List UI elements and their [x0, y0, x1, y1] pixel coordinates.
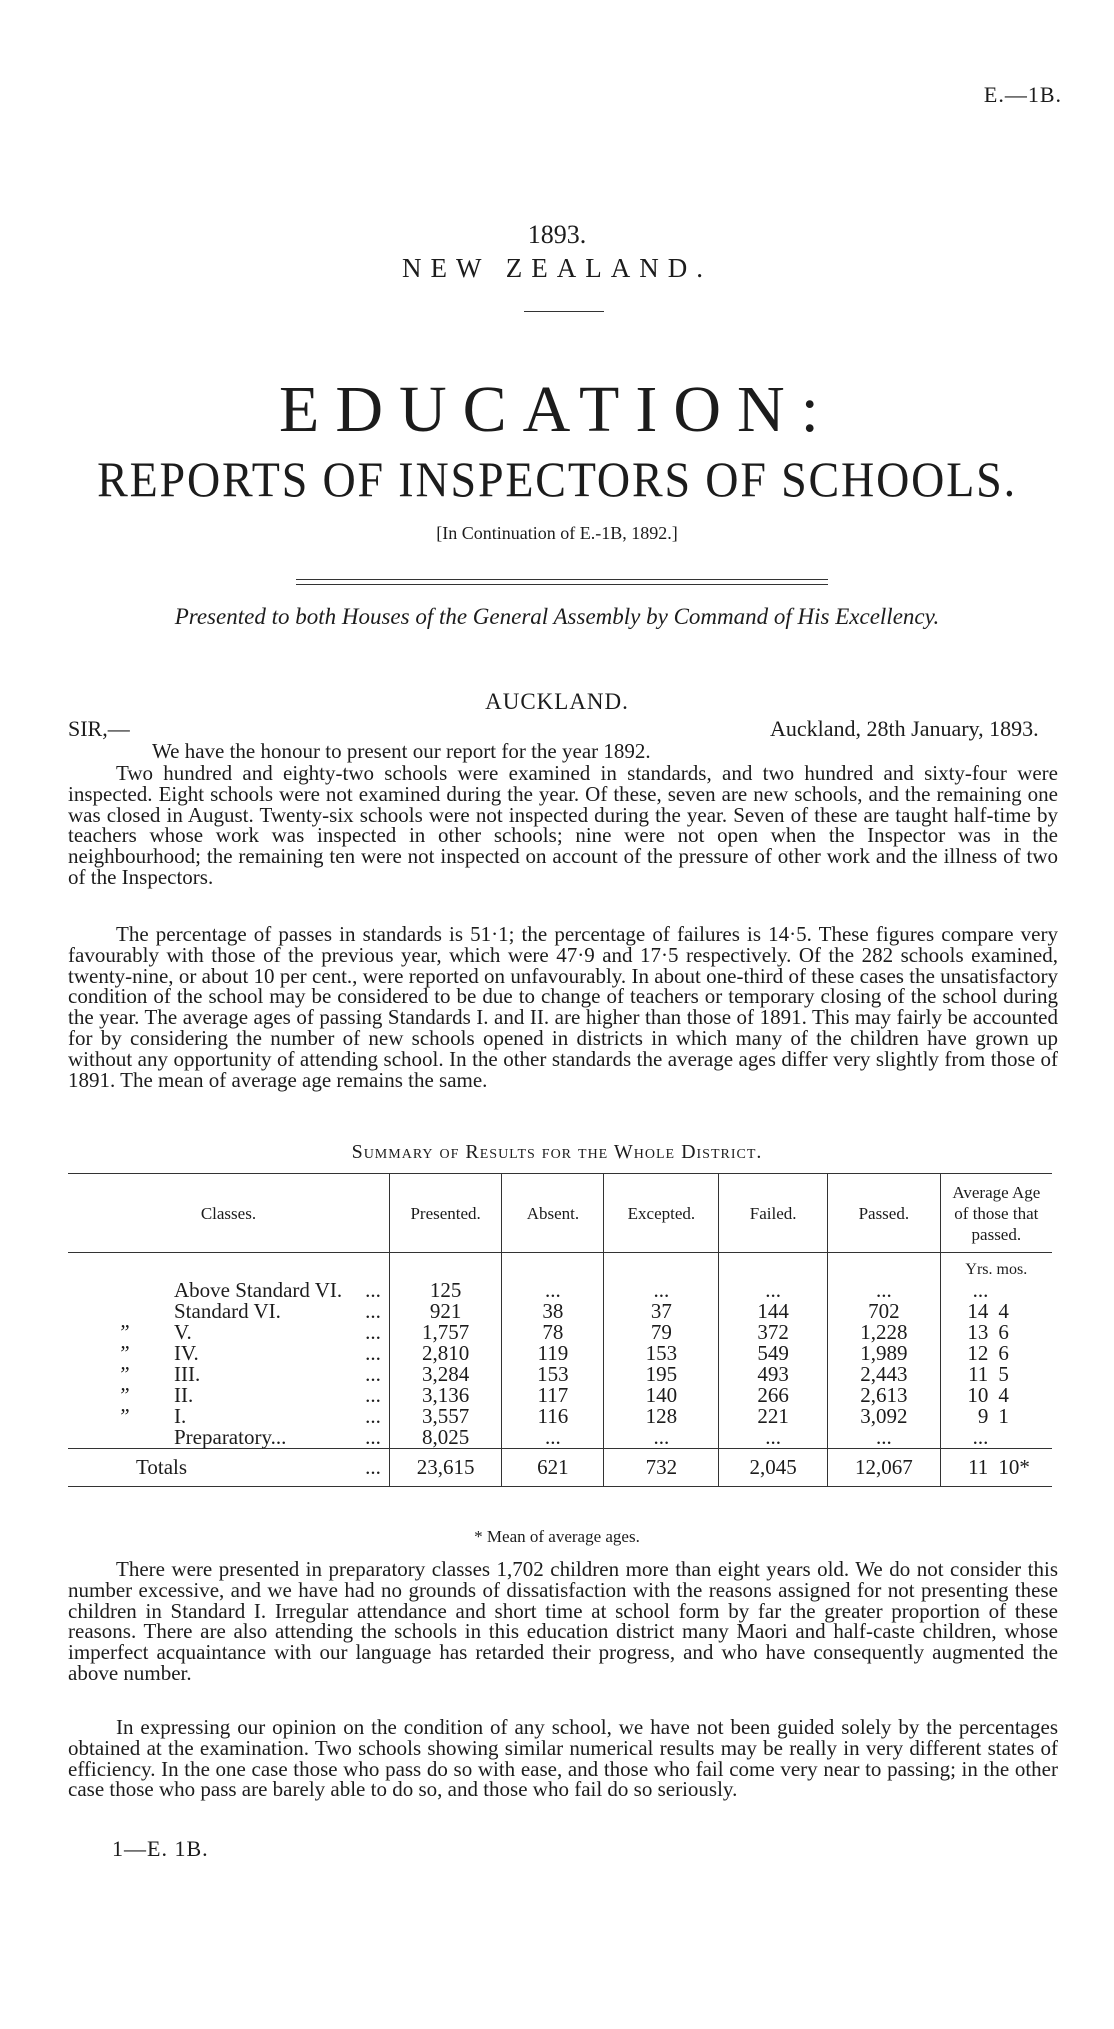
ditto-mark: ”: [118, 1362, 130, 1386]
cell-excepted: ...: [604, 1280, 719, 1301]
divider-double-top: [296, 579, 828, 580]
class-name: III.: [174, 1362, 201, 1386]
cell-excepted: 732: [604, 1449, 719, 1487]
table-row: [68, 1343, 1052, 1364]
cell-excepted: ...: [604, 1427, 719, 1449]
ditto-mark: ”: [118, 1341, 130, 1365]
age-years: 11: [968, 1455, 989, 1479]
paragraph-opinion: In expressing our opinion on the condition of any school, we have not been guided solely by the percentages obtained at the examination. Two schools showing similar numerical results may be really in very different states of efficiency. In the one case those who pass do so with ease, and those who fail come very near to passing; in the other case those who pass are barely able to do so, and those who fail do so seriously.: [68, 1715, 1058, 1802]
table-row: [68, 1406, 1052, 1427]
continuation-note: [In Continuation of E.-1B, 1892.]: [436, 523, 678, 543]
leader-dots: ...: [365, 1362, 381, 1386]
class-label: [68, 1301, 348, 1322]
leader-dots: ...: [348, 1449, 389, 1487]
leader-dots: ...: [365, 1299, 381, 1323]
cell-failed: 549: [719, 1343, 828, 1364]
table-row: [68, 1364, 1052, 1385]
cell-excepted: 37: [604, 1301, 719, 1322]
age-years: 14: [967, 1299, 989, 1323]
age-months: 6: [998, 1341, 1009, 1365]
divider-double-bottom: [296, 584, 828, 585]
header-presented: Presented.: [389, 1174, 501, 1253]
table-row: [68, 1301, 1052, 1322]
age-months: 5: [998, 1362, 1009, 1386]
cell-absent: 153: [502, 1364, 604, 1385]
cell-passed: 2,443: [828, 1364, 941, 1385]
cell-failed: ...: [719, 1427, 828, 1449]
class-name: Standard VI.: [174, 1299, 281, 1323]
age-months: 4: [998, 1299, 1009, 1323]
class-name: Preparatory...: [174, 1425, 287, 1449]
cell-excepted: 79: [604, 1322, 719, 1343]
class-label: [68, 1427, 348, 1449]
cell-failed: ...: [719, 1280, 828, 1301]
paragraph-intro: We have the honour to present our report for the year 1892.: [152, 739, 651, 763]
report-year: 1893.: [527, 220, 587, 249]
cell-absent: 116: [502, 1406, 604, 1427]
class-label: [68, 1322, 348, 1343]
cell-absent: 119: [502, 1343, 604, 1364]
cell-passed: 2,613: [828, 1385, 941, 1406]
cell-absent: 38: [502, 1301, 604, 1322]
ditto-mark: ”: [118, 1383, 130, 1407]
leader-dots: ...: [365, 1320, 381, 1344]
country-name: NEW ZEALAND.: [402, 253, 712, 283]
cell-presented: 125: [389, 1280, 501, 1301]
cell-presented: 23,615: [389, 1449, 501, 1487]
table-footnote: * Mean of average ages.: [474, 1527, 640, 1546]
dateline: Auckland, 28th January, 1893.: [770, 716, 1039, 741]
cell-passed: 1,228: [828, 1322, 941, 1343]
table-header-row: [68, 1174, 1052, 1253]
cell-presented: 3,284: [389, 1364, 501, 1385]
cell-absent: 621: [502, 1449, 604, 1487]
class-label: [68, 1280, 348, 1301]
cell-absent: 117: [502, 1385, 604, 1406]
cell-presented: 921: [389, 1301, 501, 1322]
cell-excepted: 195: [604, 1364, 719, 1385]
cell-average-age: [940, 1364, 1052, 1385]
cell-presented: 2,810: [389, 1343, 501, 1364]
cell-presented: 3,136: [389, 1385, 501, 1406]
header-excepted: Excepted.: [604, 1174, 719, 1253]
totals-label: Totals: [136, 1455, 188, 1479]
class-name: Above Standard VI.: [174, 1278, 343, 1302]
class-name: V.: [174, 1320, 192, 1344]
cell-excepted: 153: [604, 1343, 719, 1364]
salutation: SIR,—: [68, 716, 130, 741]
age-years: ...: [972, 1278, 989, 1302]
table-row: [68, 1385, 1052, 1406]
cell-presented: 3,557: [389, 1406, 501, 1427]
paragraph-preparatory: There were presented in preparatory classes 1,702 children more than eight years old. We do not consider this number excessive, and we have had no grounds of dissatisfaction with the reasons assigned for not presenting these children in Standard I. Irregular attendance and short time at school form by far the greater proportion of these reasons. There are also attending the schools in this education district many Maori and half-caste children, whose imperfect acquaintance with our language has retarded their progress, and who have consequently augmented the above number.: [68, 1557, 1058, 1685]
cell-absent: ...: [502, 1427, 604, 1449]
cell-passed: 12,067: [828, 1449, 941, 1487]
table-row: [68, 1322, 1052, 1343]
class-label: [68, 1449, 348, 1487]
age-years: 11: [968, 1362, 989, 1386]
presented-note: Presented to both Houses of the General Assembly by Command of His Excellency.: [174, 604, 940, 629]
table-row: [68, 1280, 1052, 1301]
totals-row: [68, 1449, 1052, 1487]
cell-passed: 1,989: [828, 1343, 941, 1364]
class-name: I.: [174, 1404, 187, 1428]
page-signature: 1—E. 1B.: [112, 1836, 209, 1861]
age-years: 9: [977, 1404, 989, 1428]
cell-passed: ...: [828, 1427, 941, 1449]
cell-failed: 144: [719, 1301, 828, 1322]
cell-average-age: [940, 1322, 1052, 1343]
leader-dots: ...: [365, 1404, 381, 1428]
region-heading: AUCKLAND.: [485, 689, 629, 714]
cell-failed: 493: [719, 1364, 828, 1385]
class-label: [68, 1364, 348, 1385]
ditto-mark: ”: [118, 1320, 130, 1344]
results-table: [68, 1173, 1052, 1487]
page-reference: E.—1B.: [983, 82, 1062, 107]
paragraph-schools: Two hundred and eighty-two schools were examined in standards, and two hundred and sixty-four were inspected. Eight schools were not examined during the year. Of these, seven are new schools, and the remaining one was closed in August. Twenty-six schools were not inspected during the year. Seven of these are taught half-time by teachers whose work was inspected in other schools; nine were not open when the Inspector was in the neighbourhood; the remaining ten were not inspected on account of the pressure of other work and the illness of two of the Inspectors.: [68, 761, 1058, 889]
ditto-mark: ”: [118, 1404, 130, 1428]
header-absent: Absent.: [502, 1174, 604, 1253]
header-failed: Failed.: [719, 1174, 828, 1253]
age-years: ...: [972, 1425, 989, 1449]
class-label: [68, 1406, 348, 1427]
cell-passed: ...: [828, 1280, 941, 1301]
summary-table-title: Summary of Results for the Whole District.: [351, 1141, 763, 1163]
divider-short: [524, 311, 604, 312]
cell-presented: 1,757: [389, 1322, 501, 1343]
header-average-age: Average Age of those that passed.: [940, 1174, 1052, 1253]
cell-failed: 2,045: [719, 1449, 828, 1487]
leader-dots: ...: [365, 1425, 381, 1449]
document-title: EDUCATION:: [279, 373, 835, 446]
age-months: 10*: [998, 1455, 1030, 1479]
cell-presented: 8,025: [389, 1427, 501, 1449]
class-name: II.: [174, 1383, 194, 1407]
age-units: Yrs. mos.: [940, 1253, 1052, 1281]
age-months: 1: [998, 1404, 1009, 1428]
age-years: 13: [967, 1320, 989, 1344]
class-label: [68, 1343, 348, 1364]
age-months: 4: [998, 1383, 1009, 1407]
paragraph-percentages: The percentage of passes in standards is 51·1; the percentage of failures is 14·5. These figures compare very favourably with those of the previous year, which were 47·9 and 17·5 respectively. Of the 282 schools examined, twenty-nine, or about 10 per cent., were reported on unfavourably. In about one-third of these cases the unsatisfactory condition of the school may be considered to be due to change of teachers or temporary closing of the school during the year. The average ages of passing Standards I. and II. are higher than those of 1891. This may fairly be accounted for by considering the number of new schools opened in districts in which many of the children have grown up without any opportunity of attending school. In the other standards the average ages differ very slightly from those of 1891. The mean of average age remains the same.: [68, 922, 1058, 1092]
age-years: 12: [967, 1341, 989, 1365]
age-years: 10: [967, 1383, 989, 1407]
cell-average-age: [940, 1449, 1052, 1487]
cell-average-age: [940, 1385, 1052, 1406]
leader-dots: ...: [365, 1383, 381, 1407]
cell-failed: 372: [719, 1322, 828, 1343]
cell-excepted: 140: [604, 1385, 719, 1406]
cell-average-age: [940, 1406, 1052, 1427]
cell-passed: 702: [828, 1301, 941, 1322]
cell-average-age: [940, 1343, 1052, 1364]
header-classes: Classes.: [68, 1174, 389, 1253]
cell-passed: 3,092: [828, 1406, 941, 1427]
units-row: [68, 1253, 1052, 1281]
table-row: [68, 1427, 1052, 1449]
class-name: IV.: [174, 1341, 199, 1365]
leader-dots: ...: [365, 1278, 381, 1302]
cell-average-age: [940, 1280, 1052, 1301]
cell-excepted: 128: [604, 1406, 719, 1427]
age-months: 6: [998, 1320, 1009, 1344]
cell-absent: 78: [502, 1322, 604, 1343]
header-passed: Passed.: [828, 1174, 941, 1253]
cell-average-age: [940, 1427, 1052, 1449]
document-subtitle: REPORTS OF INSPECTORS OF SCHOOLS.: [97, 451, 1017, 507]
cell-failed: 266: [719, 1385, 828, 1406]
cell-failed: 221: [719, 1406, 828, 1427]
leader-dots: ...: [365, 1341, 381, 1365]
cell-average-age: [940, 1301, 1052, 1322]
cell-absent: ...: [502, 1280, 604, 1301]
class-label: [68, 1385, 348, 1406]
